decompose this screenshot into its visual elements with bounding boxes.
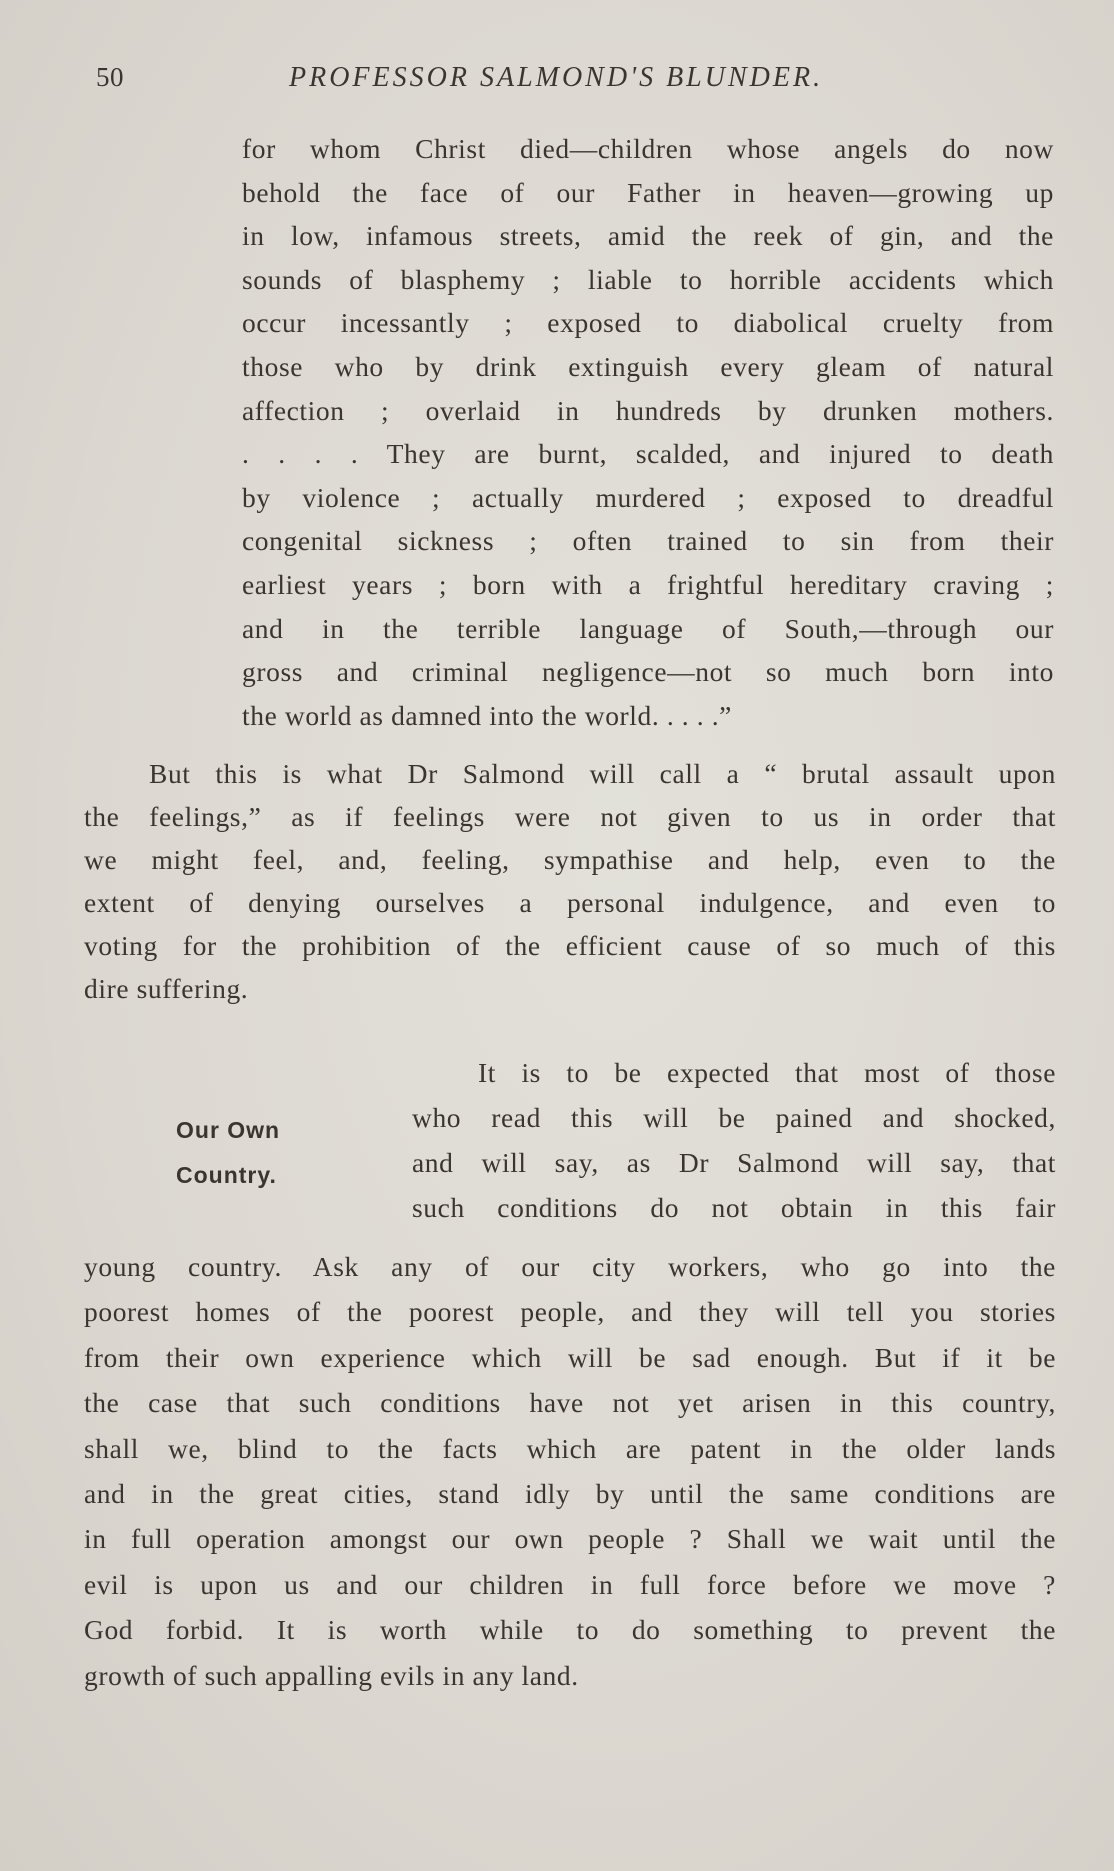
text-line: and in the terrible language of South,—through our — [242, 612, 1054, 644]
text-line: . . . . They are burnt, scalded, and injured to death — [242, 438, 1054, 470]
text-line: in low, infamous streets, amid the reek of gin, and the — [242, 220, 1054, 252]
text-line: by violence ; actually murdered ; exposed to dreadful — [242, 481, 1054, 513]
text-line: young country. Ask any of our city workers, who go into the — [84, 1251, 1056, 1282]
running-title: PROFESSOR SALMOND'S BLUNDER. — [289, 62, 824, 93]
paragraph-our-own-country-opening — [412, 1050, 1056, 1230]
text-line: and will say, as Dr Salmond will say, that — [412, 1147, 1056, 1178]
text-line: the world as damned into the world. . . . .” — [242, 699, 732, 731]
text-line: from their own experience which will be sad enough. But if it be — [84, 1341, 1056, 1373]
text-line: who read this will be pained and shocked, — [412, 1102, 1056, 1133]
text-line: But this is what Dr Salmond will call a “ brutal assault upon — [149, 758, 1056, 789]
margin-note-line: Our Own — [176, 1117, 281, 1143]
text-line: voting for the prohibition of the efficient cause of so much of this — [84, 930, 1056, 961]
text-line: extent of denying ourselves a personal indulgence, and even to — [84, 887, 1056, 918]
text-line: occur incessantly ; exposed to diabolical cruelty from — [242, 307, 1054, 339]
text-line: It is to be expected that most of those — [478, 1057, 1056, 1088]
paragraph-our-own-country-continued — [84, 1244, 1056, 1698]
text-line: the feelings,” as if feelings were not given to us in order that — [84, 801, 1056, 832]
text-line: congenital sickness ; often trained to sin from their — [242, 525, 1054, 557]
text-line: evil is upon us and our children in full force before we move ? — [84, 1568, 1056, 1600]
text-line: those who by drink extinguish every gleam of natural — [242, 350, 1054, 382]
text-line: and in the great cities, stand idly by until the same conditions are — [84, 1477, 1056, 1509]
quotation-block — [242, 127, 1054, 737]
text-line: the case that such conditions have not yet arisen in this country, — [84, 1387, 1056, 1419]
text-line: gross and criminal negligence—not so much born into — [242, 656, 1054, 688]
text-line: such conditions do not obtain in this fair — [412, 1192, 1056, 1223]
text-line: affection ; overlaid in hundreds by drunken mothers. — [242, 394, 1054, 426]
paragraph-brutal-assault — [84, 752, 1056, 1010]
text-line: God forbid. It is worth while to do something to prevent the — [84, 1614, 1056, 1646]
text-line: shall we, blind to the facts which are patent in the older lands — [84, 1432, 1056, 1464]
text-line: for whom Christ died—children whose angels do now — [242, 133, 1054, 164]
margin-note — [176, 1108, 280, 1198]
text-line: poorest homes of the poorest people, and they will tell you stories — [84, 1296, 1056, 1328]
page-number: 50 — [96, 62, 124, 92]
text-line: behold the face of our Father in heaven—growing up — [242, 176, 1054, 208]
text-line: dire suffering. — [84, 973, 249, 1004]
text-line: in full operation amongst our own people ? Shall we wait until the — [84, 1523, 1056, 1555]
text-line: sounds of blasphemy ; liable to horrible accidents which — [242, 263, 1054, 295]
page-header — [96, 62, 1036, 102]
text-line: earliest years ; born with a frightful hereditary craving ; — [242, 568, 1054, 600]
margin-note-line: Country. — [176, 1162, 277, 1188]
text-line: we might feel, and, feeling, sympathise and help, even to the — [84, 844, 1056, 875]
text-line: growth of such appalling evils in any land. — [84, 1659, 579, 1691]
